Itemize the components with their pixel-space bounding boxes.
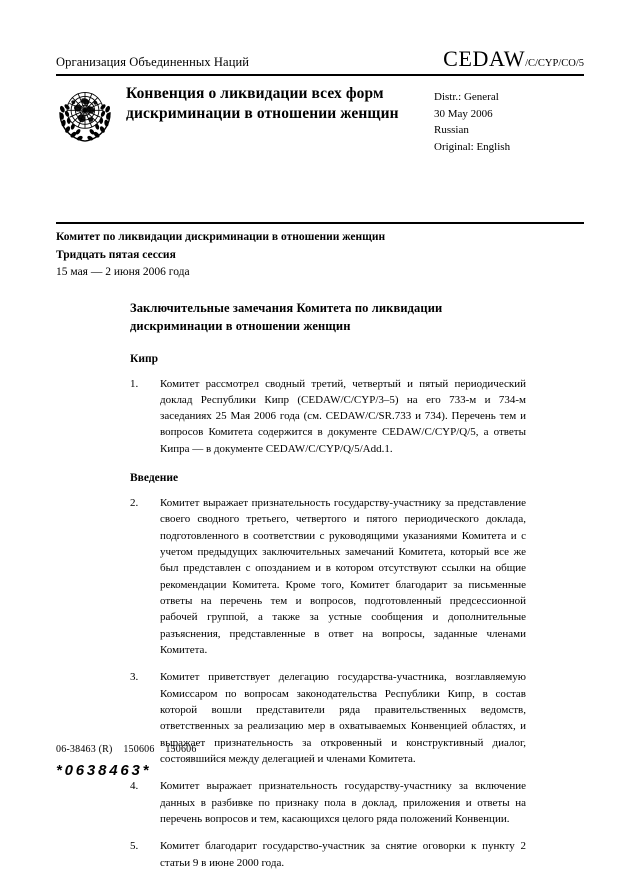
distribution-type: Distr.: General [434,91,499,103]
page-title: Заключительные замечания Комитета по ликвидации дискриминации в отношении женщин [130,301,443,333]
document-symbol-suffix: /C/CYP/CO/5 [525,58,584,69]
paragraph-2 [130,495,526,658]
paragraph-number: 1. [130,377,139,390]
committee-session: Тридцать пятая сессия [56,248,176,261]
paragraph-text: Комитет выражает признательность государству-участнику за включение данных в разбивке по признаку пола в доклад, приложения и ответы на перечень вопросов и тем, касающихся целого ряда положений Конвенции. [160,780,526,826]
distribution-block [426,84,584,156]
committee-session-dates: 15 мая — 2 июня 2006 года [56,266,190,279]
paragraph-number: 3. [130,671,139,684]
committee-name: Комитет по ликвидации дискриминации в отношении женщин [56,231,386,243]
convention-title: Конвенция о ликвидации всех форм дискриминации в отношении женщин [126,85,399,123]
masthead [56,46,584,156]
paragraph-1 [130,376,526,458]
document-date: 30 May 2006 [434,107,493,120]
title-block [56,76,584,156]
paragraph-number: 4. [130,780,139,793]
country-heading: Кипр [130,352,158,365]
barcode-text: *0638463* [56,762,152,779]
job-number: 06-38463 (R) 150606 150606 [56,744,197,755]
page-footer [56,744,584,779]
paragraph-number: 2. [130,497,139,510]
paragraph-5 [130,838,526,871]
committee-block [56,229,584,281]
paragraph-text: Комитет благодарит государство-участник за снятие оговорки к пункту 2 статьи 9 в июне 2000 года. [160,840,526,869]
document-original-language: Original: English [434,141,511,154]
organization-line [56,46,584,74]
paragraph-text: Комитет рассмотрел сводный третий, четвертый и пятый периодический доклад Республики Кипр (CEDAW/C/CYP/3–5) на его 733-м и 734-м заседаниях 25 Мая 2006 года (см. CEDAW/C/SR.733 и 734). Перечень тем и вопросов Комитета содержится в документе CEDAW/C/CYP/Q/5, а ответы Кипра — в документе CEDAW/C/CYP/Q/5/Add.1. [160,377,526,455]
document-language: Russian [434,124,469,137]
committee-divider-wrap [56,222,584,224]
document-symbol [443,46,584,72]
paragraph-text: Комитет приветствует делегацию государства-участника, возглавляемую Комиссаром по вопросам законодательства Республики Кипр, в состав которой вошли представители ряда правительственных ведомств, ответственных за реализацию мер в охватываемых Конвенцией областях, и выражает признательность за откровенный и конструктивный диалог, состоявшийся между делегацией и членами Комитета. [160,671,526,766]
paragraph-number: 5. [130,840,139,853]
organization-name: Организация Объединенных Наций [56,55,250,69]
paragraph-4 [130,778,526,827]
committee-divider [56,222,584,224]
document-body [130,300,526,871]
un-emblem-icon [56,86,114,144]
introduction-heading: Введение [130,472,179,485]
document-symbol-main: CEDAW [443,46,526,71]
paragraph-text: Комитет выражает признательность государству-участнику за представление своего сводного третьего, четвертого и пятого периодического доклада, подготовленного в соответствии с руководящими указаниями Комитета и с учетом предыдущих заключительных замечаний Комитета, который все же был представлен с опозданием и в котором отсутствуют ссылки на общие рекомендации Комитета. Кроме того, Комитет благодарит за письменные ответы на перечень тем и вопросов, подготовленный предсессионной рабочей группой, а также за устные сообщения и дополнительные разъяснения, представленные в ответ на вопросы, заданные членами Комитета. [160,497,526,657]
